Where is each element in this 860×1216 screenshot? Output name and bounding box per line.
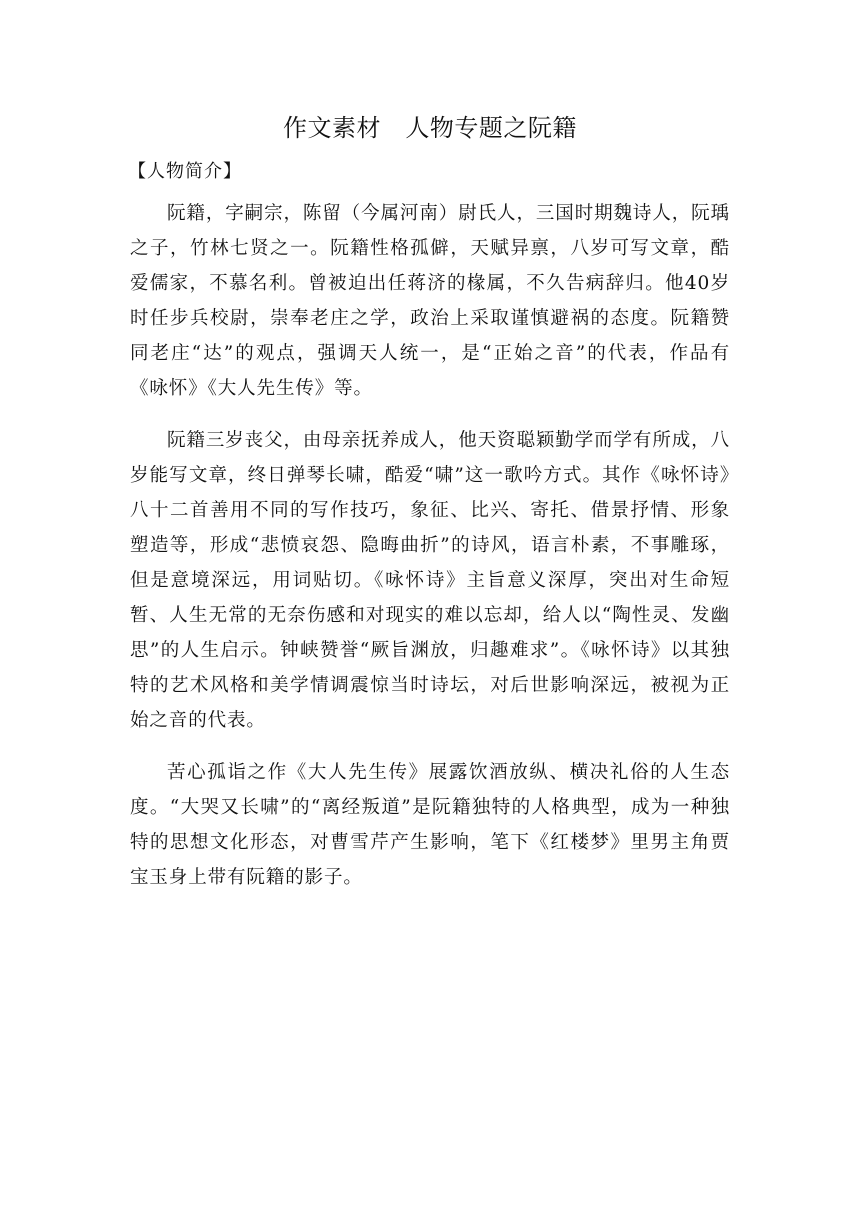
paragraph-intro: 阮籍，字嗣宗，陈留（今属河南）尉氏人，三国时期魏诗人，阮瑀之子，竹林七贤之一。阮籍性格孤僻，天赋异禀，八岁可写文章，酷爱儒家，不慕名利。曾被迫出任蒋济的椽属，不久告病辞归。他40岁时任步兵校尉，崇奉老庄之学，政治上采取谨慎避祸的态度。阮籍赞同老庄“达”的观点，强调天人统一，是“正始之音”的代表，作品有《咏怀》《大人先生传》等。 (130, 203, 730, 399)
document-title: 作文素材 人物专题之阮籍 (283, 114, 577, 142)
paragraph-poetry: 阮籍三岁丧父，由母亲抚养成人，他天资聪颖勤学而学有所成，八岁能写文章，终日弹琴长啸，酷爱“啸”这一歌吟方式。其作《咏怀诗》八十二首善用不同的写作技巧，象征、比兴、寄托、借景抒情、形象塑造等，形成“悲愤哀怨、隐晦曲折”的诗风，语言朴素，不事雕琢，但是意境深远，用词贴切。《咏怀诗》主旨意义深厚，突出对生命短暂、人生无常的无奈伤感和对现实的难以忘却，给人以“陶性灵、发幽思”的人生启示。钟峡赞誉“厥旨渊放，归趣难求”。《咏怀诗》以其独特的艺术风格和美学情调震惊当时诗坛，对后世影响深远，被视为正始之音的代表。 (130, 430, 730, 731)
paragraph-legacy: 苦心孤诣之作《大人先生传》展露饮酒放纵、横决礼俗的人生态度。“大哭又长啸”的“离经叛道”是阮籍独特的人格典型，成为一种独特的思想文化形态，对曹雪芹产生影响，笔下《红楼梦》里男主角贾宝玉身上带有阮籍的影子。 (130, 762, 730, 888)
document-body (130, 196, 730, 912)
section-heading: 【人物简介】 (128, 161, 242, 182)
